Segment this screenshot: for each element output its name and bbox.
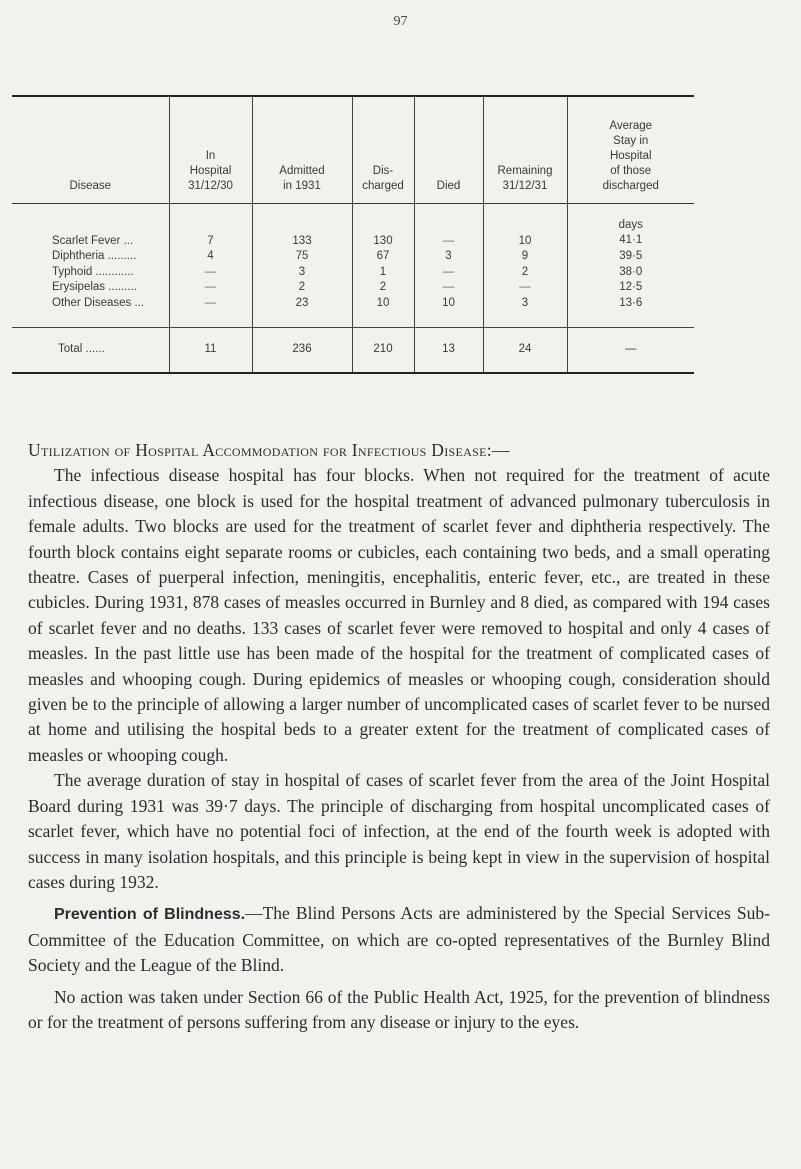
column-header-line: of those: [610, 164, 652, 177]
table-row: [12, 249, 694, 265]
total-cell-discharged: 210: [352, 328, 414, 374]
total-cell-label: Total ......: [12, 328, 169, 374]
cell-admitted: 75: [252, 249, 352, 265]
total-cell-avg-stay: —: [567, 328, 694, 374]
cell-disease: Other Diseases ...: [52, 296, 145, 309]
blindness-paragraph: [28, 901, 770, 978]
cell-died: —: [414, 280, 483, 296]
cell-died: 10: [414, 296, 483, 328]
cell-avg-stay: 13·6: [567, 296, 694, 328]
page-number: 97: [393, 14, 408, 29]
total-cell-admitted: 236: [252, 328, 352, 374]
cell-in-hospital: 7: [169, 203, 252, 249]
column-header-4: [414, 96, 483, 203]
cell-remaining: 10: [483, 203, 567, 249]
column-header-3: [352, 96, 414, 203]
column-header-line: Remaining: [497, 164, 553, 177]
cell-in-hospital: 4: [169, 249, 252, 265]
column-header-line: Disease: [69, 179, 112, 192]
cell-discharged: 67: [352, 249, 414, 265]
column-header-line: Died: [436, 179, 461, 192]
total-cell-in-hospital: 11: [169, 328, 252, 374]
cell-in-hospital: —: [169, 280, 252, 296]
cell-admitted: 23: [252, 296, 352, 328]
column-header-line: Hospital: [609, 149, 652, 162]
blindness-paragraph-text: —The Blind Persons Acts are administered by the Special Services Sub-Committee of the Education Committee, on which are co-opted representatives of the Burnley Blind Society and the League of the Blind.: [28, 903, 770, 976]
table-row: [12, 203, 694, 249]
hospital-statistics-table: [12, 95, 694, 374]
utilization-paragraph-2: The average duration of stay in hospital of cases of scarlet fever from the area of the Joint Hospital Board during 1931 was 39·7 days. The principle of discharging from hospital uncomplicated cases of scarlet fever, which have no potential foci of infection, at the end of the fourth week is adopted with success in many isolation hospitals, and this principle is being kept in view in the supervision of hospital cases during 1932.: [28, 770, 770, 892]
cell-remaining: 2: [483, 265, 567, 281]
column-header-line: Admitted: [279, 164, 325, 177]
column-header-line: 31/12/31: [502, 179, 548, 192]
cell-in-hospital: —: [169, 265, 252, 281]
column-header-line: Stay in: [613, 134, 649, 147]
column-header-6: [567, 96, 694, 203]
table-header-row: [12, 96, 694, 203]
cell-died: —: [414, 265, 483, 281]
utilization-heading: Utilization of Hospital Accommodation for Infectious Disease:—: [28, 440, 510, 460]
blindness-paragraph-2: No action was taken under Section 66 of the Public Health Act, 1925, for the prevention of blindness or for the treatment of persons suffering from any disease or injury to the eyes.: [28, 986, 770, 1032]
column-header-line: charged: [362, 179, 404, 192]
cell-avg-stay: 39·5: [567, 249, 694, 265]
cell-disease: Typhoid ............: [52, 265, 134, 278]
column-header-line: 31/12/30: [188, 179, 233, 192]
column-header-line: discharged: [602, 179, 659, 192]
column-header-line: In: [205, 149, 216, 162]
blindness-heading: Prevention of Blindness.: [54, 906, 246, 924]
cell-in-hospital: —: [169, 296, 252, 328]
days-unit-label: days: [618, 218, 643, 231]
table-row: [12, 296, 694, 328]
column-header-1: [169, 96, 252, 203]
cell-discharged: 130: [352, 203, 414, 249]
total-cell-remaining: 24: [483, 328, 567, 374]
utilization-paragraph-1: The infectious disease hospital has four blocks. When not required for the treatment of acute infectious disease, one block is used for the hospital treatment of advanced pulmonary tuberculosis in female adults. Two blocks are used for the treatment of scarlet fever and diphtheria respectively. The fourth block contains eight separate rooms or cubicles, each containing two beds, and a small operating theatre. Cases of puerperal infection, meningitis, encephalitis, enteric fever, etc., are treated in these cubicles. During 1931, 878 cases of measles occurred in Burnley and 8 died, as compared with 194 cases of scarlet fever and no deaths. 133 cases of scarlet fever were removed to hospital and only 4 cases of measles. In the past little use has been made of the hospital for the treatment of complicated cases of measles and whooping cough. During epidemics of measles or whooping cough, consideration should given be to the principle of allowing a larger number of uncomplicated cases of scarlet fever to be nursed at home and utilising the hospital beds to a greater extent for the treatment of complicated cases of measles or whooping cough.: [28, 465, 770, 765]
cell-disease: Diphtheria .........: [52, 250, 137, 262]
table-row: [12, 265, 694, 281]
column-header-line: in 1931: [283, 179, 321, 192]
cell-avg-stay: 12·5: [567, 280, 694, 296]
column-header-line: Hospital: [189, 164, 232, 177]
column-header-line: Average: [609, 119, 653, 132]
avg-stay-value: 41·1: [619, 234, 643, 246]
cell-remaining: 9: [483, 249, 567, 265]
cell-remaining: —: [483, 280, 567, 296]
cell-admitted: 133: [252, 203, 352, 249]
cell-disease: Erysipelas .........: [52, 281, 137, 293]
cell-admitted: 2: [252, 280, 352, 296]
cell-discharged: 2: [352, 280, 414, 296]
cell-avg-stay: [567, 203, 694, 249]
total-row: [12, 328, 694, 374]
column-header-5: [483, 96, 567, 203]
body-text: [28, 438, 770, 1035]
table-row: [12, 280, 694, 296]
column-header-2: [252, 96, 352, 203]
cell-remaining: 3: [483, 296, 567, 328]
cell-admitted: 3: [252, 265, 352, 281]
total-cell-died: 13: [414, 328, 483, 374]
column-header-line: Dis-: [372, 164, 394, 177]
cell-discharged: 1: [352, 265, 414, 281]
column-header-0: [12, 96, 169, 203]
cell-disease: Scarlet Fever ...: [52, 234, 134, 247]
cell-discharged: 10: [352, 296, 414, 328]
cell-avg-stay: 38·0: [567, 265, 694, 281]
cell-died: 3: [414, 249, 483, 265]
cell-died: —: [414, 203, 483, 249]
